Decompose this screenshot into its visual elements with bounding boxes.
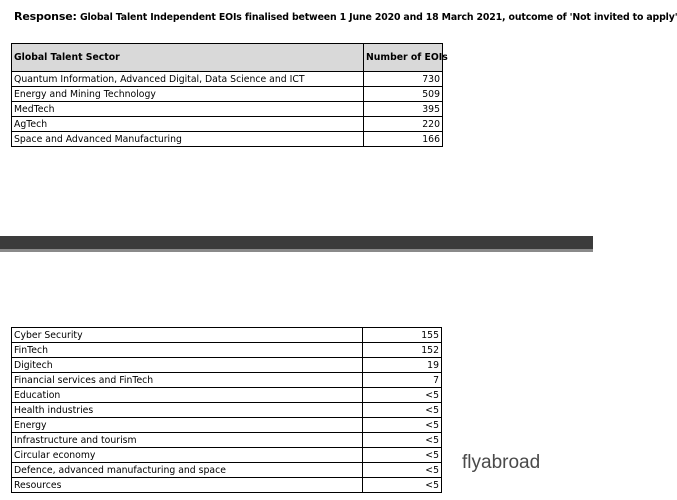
sector-cell: Cyber Security [12, 328, 363, 343]
table-row [12, 343, 442, 358]
count-cell: <5 [363, 418, 442, 433]
response-text: Global Talent Independent EOIs finalised between 1 June 2020 and 18 March 2021, outcome of 'Not invited to apply' [79, 12, 677, 23]
table-row [12, 328, 442, 343]
table-row [12, 358, 442, 373]
count-cell: <5 [363, 448, 442, 463]
table-row [12, 448, 442, 463]
sector-cell: Digitech [12, 358, 363, 373]
sector-cell: Circular economy [12, 448, 363, 463]
table-row [12, 373, 442, 388]
eoi-table-top [11, 43, 448, 147]
table-row [12, 87, 443, 102]
table-row [12, 463, 442, 478]
table-row [12, 132, 443, 147]
count-cell: <5 [363, 388, 442, 403]
sector-cell: Space and Advanced Manufacturing [12, 132, 364, 147]
count-cell: 155 [363, 328, 442, 343]
count-cell: 509 [364, 87, 443, 102]
sector-cell: Education [12, 388, 363, 403]
sector-cell: Energy [12, 418, 363, 433]
eoi-table-bottom [11, 327, 442, 493]
sector-cell: Financial services and FinTech [12, 373, 363, 388]
count-cell: 7 [363, 373, 442, 388]
sector-cell: AgTech [12, 117, 364, 132]
count-cell: 730 [364, 72, 443, 87]
sector-cell: Health industries [12, 403, 363, 418]
table-row [12, 433, 442, 448]
table-row [12, 117, 443, 132]
count-cell: <5 [363, 463, 442, 478]
table-header-row [12, 44, 443, 72]
watermark-text: flyabroad [462, 452, 541, 473]
response-heading [14, 10, 677, 23]
count-cell: <5 [363, 403, 442, 418]
page-break-divider [0, 236, 593, 249]
count-cell: 152 [363, 343, 442, 358]
sector-cell: Infrastructure and tourism [12, 433, 363, 448]
sector-cell: Resources [12, 478, 363, 493]
count-cell: 19 [363, 358, 442, 373]
sector-cell: MedTech [12, 102, 364, 117]
sector-cell: Defence, advanced manufacturing and space [12, 463, 363, 478]
sector-cell: FinTech [12, 343, 363, 358]
count-cell: <5 [363, 478, 442, 493]
table-row [12, 72, 443, 87]
column-header-sector: Global Talent Sector [12, 44, 364, 72]
count-cell: 166 [364, 132, 443, 147]
response-label: Response: [14, 10, 77, 23]
count-cell: 220 [364, 117, 443, 132]
sector-cell: Quantum Information, Advanced Digital, Data Science and ICT [12, 72, 364, 87]
table-row [12, 478, 442, 493]
sector-cell: Energy and Mining Technology [12, 87, 364, 102]
count-cell: 395 [364, 102, 443, 117]
table-row [12, 102, 443, 117]
table-row [12, 388, 442, 403]
count-cell: <5 [363, 433, 442, 448]
table-row [12, 418, 442, 433]
table-row [12, 403, 442, 418]
column-header-count: Number of EOIs [364, 44, 443, 72]
page-break-shadow [0, 249, 593, 252]
